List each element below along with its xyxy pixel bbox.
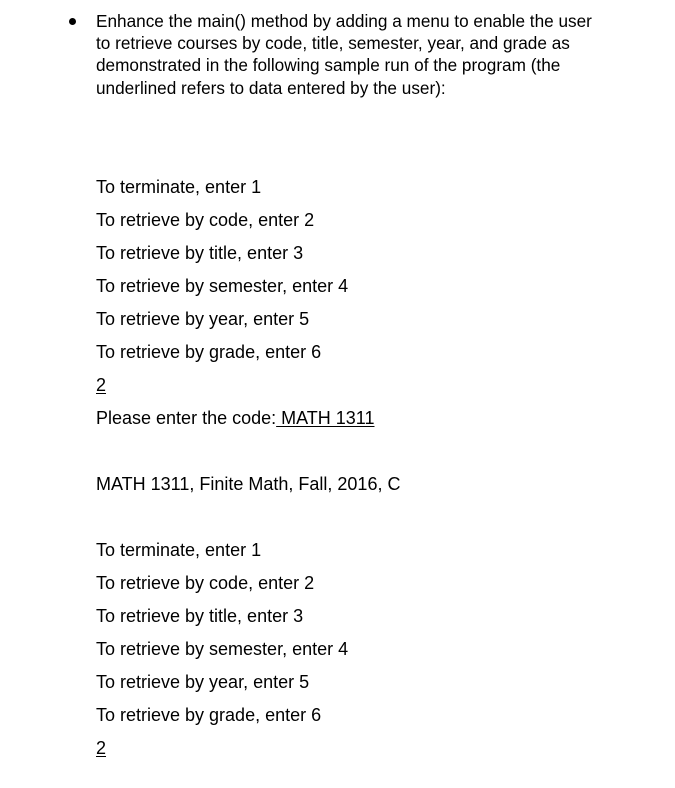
menu-line-code: To retrieve by code, enter 2 — [96, 210, 315, 230]
instruction-text: Enhance the main() method by adding a menu to enable the user to retrieve courses by code, title, semester, year, and grade as demonstrated in the following sample run of the program (the underlined refers to data entered by the user): — [96, 11, 592, 98]
code-prompt-input: MATH 1311 — [276, 408, 375, 428]
user-input-choice: 2 — [96, 375, 107, 395]
menu-line-semester: To retrieve by semester, enter 4 — [96, 276, 349, 296]
code-prompt-label: Please enter the code: — [96, 408, 277, 428]
menu-line-title: To retrieve by title, enter 3 — [96, 243, 304, 263]
menu-line-year: To retrieve by year, enter 5 — [96, 672, 310, 692]
menu-line-grade: To retrieve by grade, enter 6 — [96, 342, 322, 362]
menu-line-grade: To retrieve by grade, enter 6 — [96, 705, 322, 725]
code-prompt-line — [96, 407, 375, 429]
bullet-dot-icon — [69, 18, 76, 25]
menu-line-code: To retrieve by code, enter 2 — [96, 573, 315, 593]
menu-line-year: To retrieve by year, enter 5 — [96, 309, 310, 329]
menu-line-semester: To retrieve by semester, enter 4 — [96, 639, 349, 659]
user-input-choice: 2 — [96, 738, 107, 758]
menu-line-terminate: To terminate, enter 1 — [96, 540, 262, 560]
menu-line-title: To retrieve by title, enter 3 — [96, 606, 304, 626]
result-line: MATH 1311, Finite Math, Fall, 2016, C — [96, 474, 401, 494]
menu-line-terminate: To terminate, enter 1 — [96, 177, 262, 197]
